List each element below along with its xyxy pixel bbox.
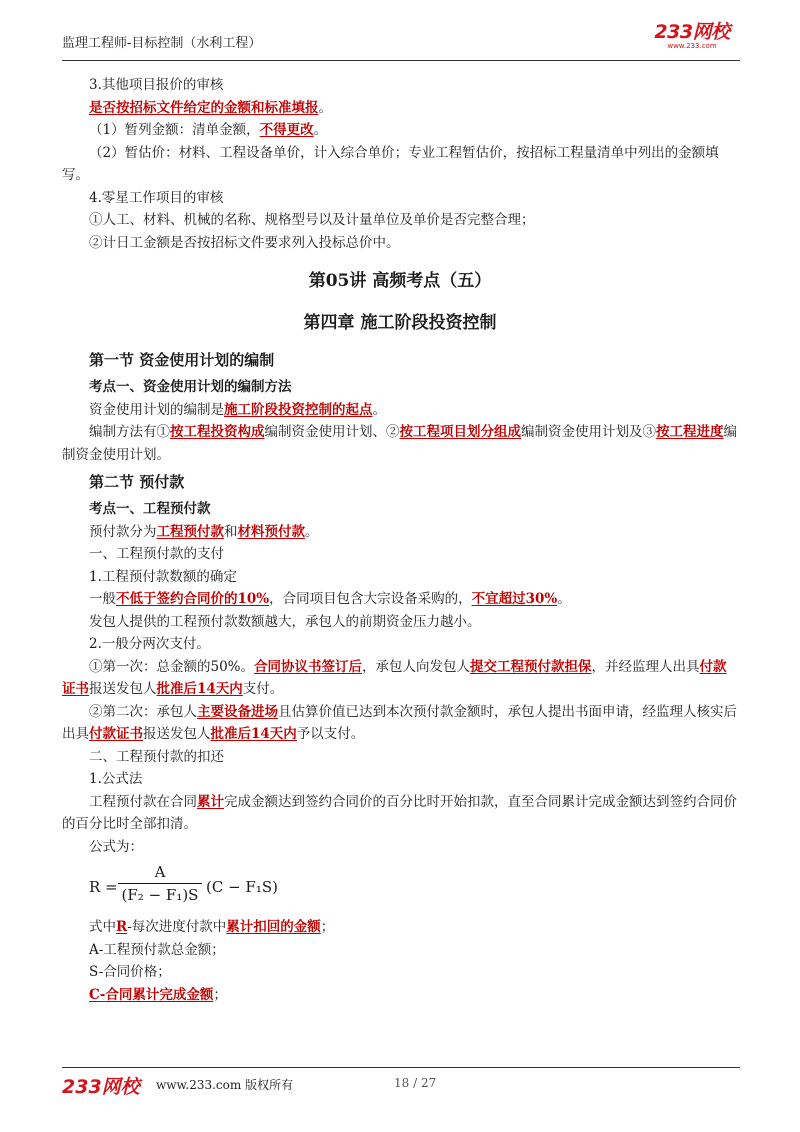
line-first-payment: ①第一次：总金额的50%。合同协议书签订后，承包人向发包人提交工程预付款担保，并经监理人出具付款证书报送发包人批准后14天内支付。 <box>62 658 727 697</box>
line-misc-check-1: ①人工、材料、机械的名称、规格型号以及计量单位及单价是否完整合理； <box>89 212 535 228</box>
header-divider <box>62 60 740 61</box>
brand-logo-url: www.233.com <box>667 42 717 50</box>
formula-numerator: A <box>154 863 166 881</box>
brand-logo <box>646 22 738 50</box>
page-header <box>62 22 740 58</box>
point-title-1: 考点一、资金使用计划的编制方法 <box>89 379 292 395</box>
line-var-c: C-合同累计完成金额； <box>89 986 227 1003</box>
footer-copyright: www.233.com 版权所有 <box>156 1078 294 1092</box>
line-misc-check-2: ②计日工金额是否按招标文件要求列入投标总价中。 <box>89 234 400 251</box>
line-formula-label: 公式为： <box>89 838 143 855</box>
chapter-title: 第四章 施工阶段投资控制 <box>303 313 497 333</box>
formula-lhs: R = <box>89 878 118 896</box>
formula-rhs: (C − F₁S) <box>206 878 278 896</box>
line-deduction-heading: 二、工程预付款的扣还 <box>89 748 224 765</box>
page-content <box>62 74 738 1006</box>
line-advance-payment-heading: 一、工程预付款的支付 <box>89 546 224 562</box>
page-footer <box>62 1072 740 1096</box>
line-second-payment: ②第二次：承包人主要设备进场且估算价值已达到本次预付款金额时，承包人提出书面申请，经监理人核实后出具付款证书报送发包人批准后14天内予以支付。 <box>62 703 737 742</box>
page-number: 18 / 27 <box>394 1076 437 1090</box>
line-two-payments: 2.一般分两次支付。 <box>89 636 210 652</box>
line-var-a: A-工程预付款总金额； <box>89 941 225 958</box>
line-amount-pressure: 发包人提供的工程预付款数额越大，承包人的前期资金压力越小。 <box>89 613 481 630</box>
formula-fraction-bar <box>118 883 202 884</box>
line-deduction-rule: 工程预付款在合同累计完成金额达到签约合同价的百分比时开始扣款，直至合同累计完成金额达到签约合同价的百分比时全部扣清。 <box>62 793 737 832</box>
line-var-s: S-合同价格； <box>89 964 171 980</box>
line-amount-heading: 1.工程预付款数额的确定 <box>89 568 237 585</box>
formula-denominator: (F₂ − F₁)S <box>121 886 199 904</box>
line-plan-start: 资金使用计划的编制是施工阶段投资控制的起点。 <box>89 401 386 418</box>
section-title-2: 第二节 预付款 <box>89 473 185 491</box>
footer-divider <box>62 1067 740 1068</box>
line-advance-types: 预付款分为工程预付款和材料预付款。 <box>89 523 319 540</box>
line-plan-methods: 编制方法有①按工程投资构成编制资金使用计划、②按工程项目划分组成编制资金使用计划及③按工程进度编制资金使用计划。 <box>62 424 737 463</box>
deduction-formula <box>62 860 738 914</box>
line-misc-items: 4.零星工作项目的审核 <box>89 189 224 206</box>
line-formula-method: 1.公式法 <box>89 771 143 787</box>
line-provisional-sum: （1）暂列金额：清单金额，不得更改。 <box>89 122 328 138</box>
line-estimate-price: （2）暂估价：材料、工程设备单价，计入综合单价；专业工程暂估价，按招标工程量清单中列出的金额填写。 <box>62 144 719 183</box>
line-var-r: 式中R-每次进度付款中累计扣回的金额； <box>89 919 335 935</box>
line-other-items: 3.其他项目报价的审核 <box>89 77 224 93</box>
line-amount-rule: 一般不低于签约合同价的10%，合同项目包含大宗设备采购的，不宜超过30%。 <box>89 591 571 607</box>
line-check-standard: 是否按招标文件给定的金额和标准填报。 <box>89 99 332 116</box>
lecture-title: 第05讲 高频考点（五） <box>308 271 492 291</box>
point-title-2: 考点一、工程预付款 <box>89 501 211 517</box>
formula-fraction <box>118 862 202 905</box>
document-title: 监理工程师-目标控制（水利工程） <box>62 36 262 51</box>
footer-logo: 233网校 <box>62 1076 140 1098</box>
section-title-1: 第一节 资金使用计划的编制 <box>89 351 275 369</box>
brand-logo-text: 233网校 <box>654 21 730 43</box>
